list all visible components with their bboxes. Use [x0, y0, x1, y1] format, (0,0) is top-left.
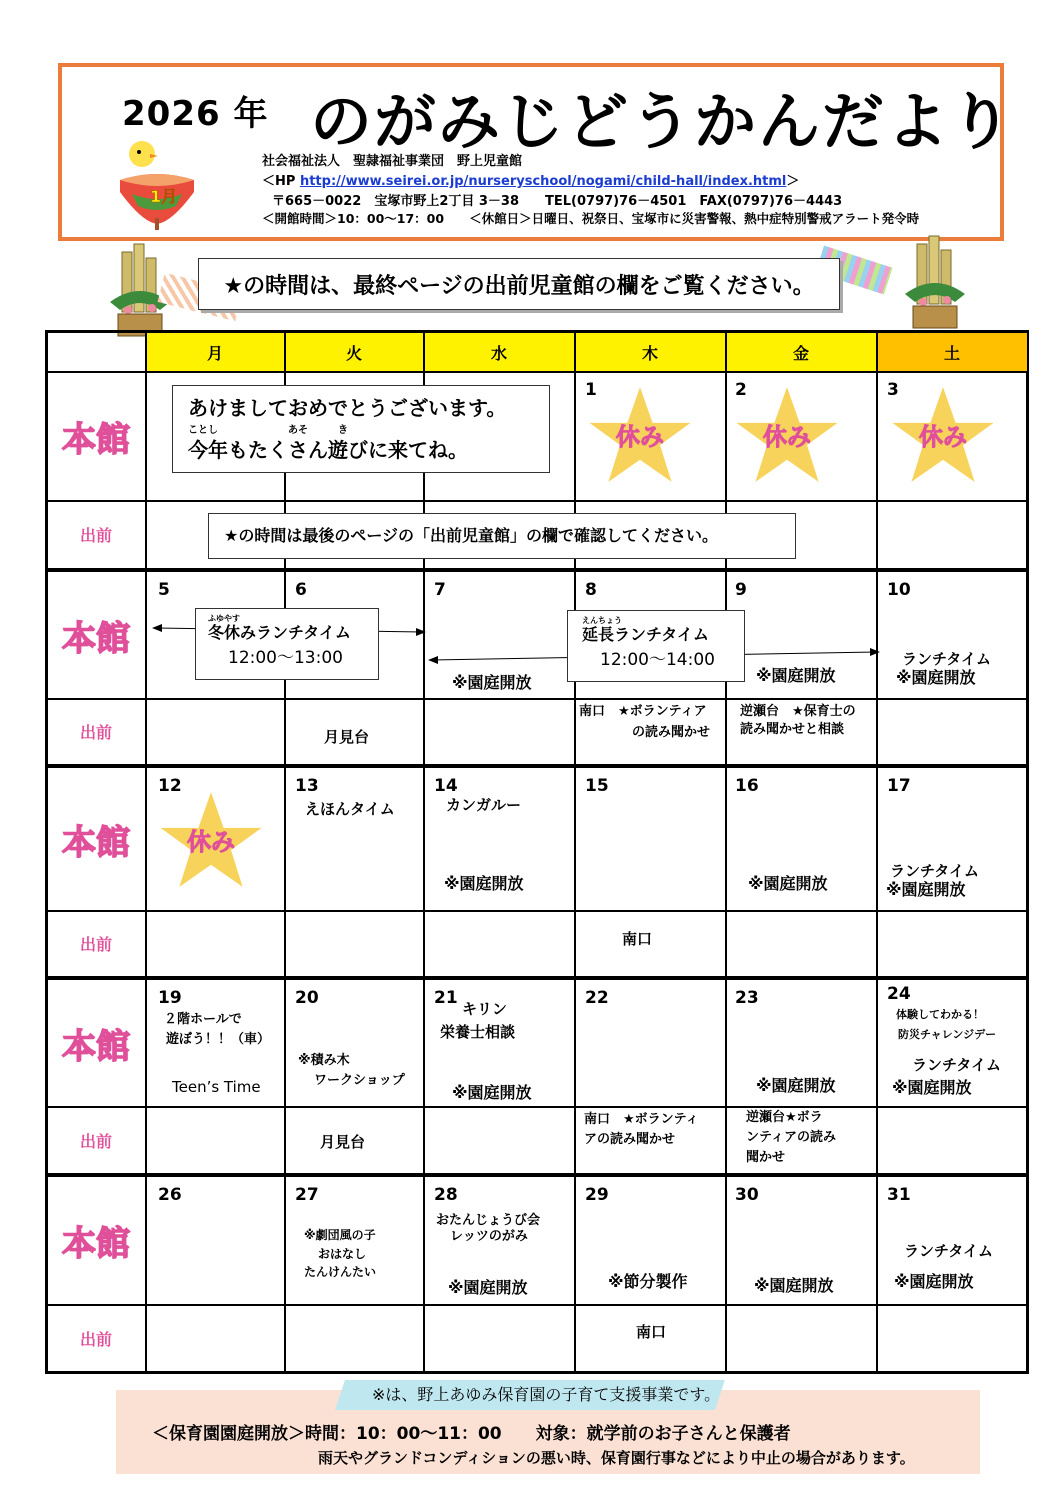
event-label: レッツのがみ	[450, 1229, 528, 1244]
event-label: 防災チャレンジデー	[898, 1028, 997, 1041]
date-29: 29	[585, 1185, 609, 1205]
date-5: 5	[158, 580, 170, 600]
outreach-note: ★の時間は最後のページの「出前児童館」の欄で確認してください。	[224, 526, 719, 545]
event-label: ※積み木	[298, 1053, 350, 1068]
grid-line	[47, 1173, 1027, 1177]
row-label-main: 本館	[62, 1026, 130, 1067]
garden-open-label: ※園庭開放	[448, 1278, 528, 1297]
date-24: 24	[887, 984, 911, 1004]
footer-note: ※は、野上あゆみ保育園の子育て支援事業です。	[372, 1385, 721, 1404]
date-26: 26	[158, 1185, 182, 1205]
kadomatsu-right-icon	[895, 232, 975, 332]
outreach-detail: 読み聞かせと相談	[740, 722, 845, 737]
row-label-main: 本館	[62, 1224, 130, 1264]
lunch-time-label: ランチタイム	[904, 1242, 993, 1260]
greeting-line-1: あけましておめでとうございます。	[188, 396, 507, 420]
grid-line	[284, 333, 286, 1371]
outreach-detail: 逆瀬台★ボラ	[746, 1110, 823, 1125]
row-label-outreach: 出前	[79, 935, 112, 954]
closed-label: 休み	[919, 423, 967, 451]
grid-line	[47, 764, 1027, 768]
homepage-line	[262, 170, 799, 189]
date-20: 20	[295, 988, 319, 1008]
row-label-outreach: 出前	[79, 1131, 112, 1151]
date-28: 28	[434, 1185, 458, 1205]
row-label-outreach: 出前	[79, 1329, 112, 1349]
closed-star-icon	[732, 385, 842, 485]
date-27: 27	[295, 1185, 319, 1205]
date-31: 31	[887, 1185, 911, 1205]
date-13: 13	[295, 776, 319, 796]
garden-open-label: ※園庭開放	[756, 666, 836, 685]
grid-line	[574, 333, 576, 1371]
date-8: 8	[585, 580, 597, 600]
garden-open-label: ※園庭開放	[754, 1276, 834, 1295]
date-23: 23	[735, 988, 759, 1008]
newsletter-title: のがみじどうかんだより	[310, 85, 1015, 158]
garden-open-label: ※園庭開放	[756, 1076, 836, 1095]
closed-star-icon	[156, 790, 266, 890]
extended-lunch-ruby: えんちょう	[582, 616, 622, 625]
day-header-wed: 水	[490, 343, 507, 363]
grid-line	[876, 333, 878, 1371]
garden-open-label: ※園庭開放	[894, 1272, 974, 1291]
date-1: 1	[585, 380, 597, 400]
lunch-time-label: ランチタイム	[912, 1056, 1001, 1074]
greeting-ruby: ことし あそ き	[188, 425, 348, 436]
row-label-main: 本館	[62, 618, 130, 659]
grid-line	[47, 698, 1027, 700]
outreach-detail: 逆瀬台 ★保育士の	[740, 704, 856, 719]
grid-line	[47, 568, 1027, 572]
date-30: 30	[735, 1185, 759, 1205]
lunch-time-label: ランチタイム	[902, 650, 991, 668]
homepage-link[interactable]: http://www.seirei.or.jp/nurseryschool/nogami/child-hall/index.html	[299, 174, 787, 189]
event-label: 遊ぼう！！（車）	[166, 1032, 271, 1047]
winter-lunch-ruby: ふゆやす	[208, 614, 240, 623]
row-label-outreach: 出前	[79, 526, 112, 545]
garden-open-label: ※園庭開放	[444, 874, 524, 893]
greeting-line-2: 今年もたくさん遊びに来てね。	[188, 438, 468, 462]
cancellation-note: 雨天やグランドコンディションの悪い時、保育園行事などにより中止の場合があります。	[318, 1449, 915, 1467]
garden-open-label: ※園庭開放	[892, 1078, 972, 1097]
organization-name: 社会福祉法人 聖隷福祉事業団 野上児童館	[262, 154, 523, 169]
spinning-top-icon	[112, 132, 202, 232]
garden-open-label: ※園庭開放	[896, 668, 976, 687]
garden-open-label: ※園庭開放	[452, 1083, 532, 1102]
grid-line	[423, 333, 425, 1371]
winter-lunch-time: 12:00～13:00	[228, 648, 343, 668]
event-label: ２階ホールで	[164, 1012, 242, 1027]
garden-open-label: ※園庭開放	[886, 880, 966, 899]
outreach-location: 南口	[622, 930, 653, 948]
date-16: 16	[735, 776, 759, 796]
homepage-prefix: ＜HP	[262, 174, 296, 189]
day-header-mon: 月	[206, 343, 223, 363]
outreach-detail: アの読み聞かせ	[584, 1132, 676, 1147]
homepage-suffix: ＞	[786, 174, 800, 189]
month-badge: 1月	[150, 187, 178, 206]
event-label: Teen’s Time	[172, 1078, 261, 1096]
event-label: カンガルー	[446, 796, 522, 814]
extended-lunch-time: 12:00～14:00	[600, 650, 715, 670]
grid-line	[47, 1304, 1027, 1306]
date-7: 7	[434, 580, 446, 600]
date-3: 3	[887, 380, 899, 400]
date-2: 2	[735, 380, 747, 400]
date-14: 14	[434, 776, 458, 796]
row-label-main: 本館	[62, 419, 130, 460]
winter-lunch-title: 冬休みランチタイム	[208, 623, 351, 642]
row-label-main: 本館	[62, 822, 130, 863]
day-header-tue: 火	[345, 343, 362, 363]
date-17: 17	[887, 776, 911, 796]
event-label: おはなし	[318, 1247, 367, 1261]
date-22: 22	[585, 988, 609, 1008]
date-19: 19	[158, 988, 182, 1008]
closed-star-icon	[888, 385, 998, 485]
garden-open-label: ※園庭開放	[748, 874, 828, 893]
day-header-fri: 金	[792, 343, 809, 363]
garden-open-info: ＜保育園園庭開放＞時間：10：00～11：00 対象：就学前のお子さんと保護者	[152, 1424, 791, 1444]
event-label: キリン	[462, 1000, 508, 1018]
outreach-detail: 南口 ★ボランティ	[584, 1112, 699, 1127]
outreach-detail: の読み聞かせ	[632, 725, 711, 740]
date-12: 12	[158, 776, 182, 796]
date-9: 9	[735, 580, 747, 600]
day-header-thu: 木	[641, 343, 658, 363]
event-label: 栄養士相談	[440, 1023, 516, 1041]
day-header-sat: 土	[943, 343, 960, 363]
garden-open-label: ※園庭開放	[452, 673, 532, 692]
event-label: おたんじょうび会	[436, 1213, 541, 1228]
year-label: 2026 年	[122, 94, 269, 134]
outreach-location: 月見台	[324, 728, 370, 746]
lunch-time-label: ランチタイム	[890, 862, 979, 880]
closed-label: 休み	[616, 423, 664, 451]
grid-line	[47, 976, 1027, 980]
grid-line	[145, 333, 147, 1371]
extended-lunch-title: 延長ランチタイム	[582, 625, 709, 644]
date-21: 21	[434, 988, 458, 1008]
grid-line	[725, 333, 727, 1371]
closed-label: 休み	[763, 423, 811, 451]
outreach-location: 南口	[636, 1323, 667, 1341]
event-label: たんけんたい	[304, 1265, 377, 1279]
outreach-detail: 南口 ★ボランティア	[579, 704, 707, 719]
event-label: えほんタイム	[305, 800, 395, 818]
event-label: ワークショップ	[314, 1073, 405, 1088]
closed-label: 休み	[187, 828, 235, 856]
closed-star-icon	[585, 385, 695, 485]
notice-box: ★の時間は、最終ページの出前児童館の欄をご覧ください。	[198, 258, 840, 310]
outreach-detail: 聞かせ	[746, 1150, 786, 1165]
event-label: 体験してわかる！	[896, 1008, 984, 1021]
hours-line: ＜開館時間＞10：00～17：00 ＜休館日＞日曜日、祝祭日、宝塚市に災害警報、熱中症特別警戒アラート発令時	[262, 211, 920, 226]
row-label-outreach: 出前	[79, 723, 112, 742]
grid-line	[47, 1106, 1027, 1108]
date-15: 15	[585, 776, 609, 796]
address-line: 〒665－0022 宝塚市野上2丁目 3－38 TEL(0797)76－4501 FAX(0797)76－4443	[272, 194, 843, 209]
grid-line	[47, 371, 1027, 373]
event-label: ※節分製作	[608, 1272, 688, 1291]
outreach-detail: ンティアの読み	[746, 1130, 836, 1145]
outreach-location: 月見台	[320, 1133, 366, 1151]
date-10: 10	[887, 580, 911, 600]
grid-line	[47, 500, 1027, 502]
event-label: ※劇団風の子	[304, 1228, 376, 1242]
grid-line	[47, 910, 1027, 912]
date-6: 6	[295, 580, 307, 600]
